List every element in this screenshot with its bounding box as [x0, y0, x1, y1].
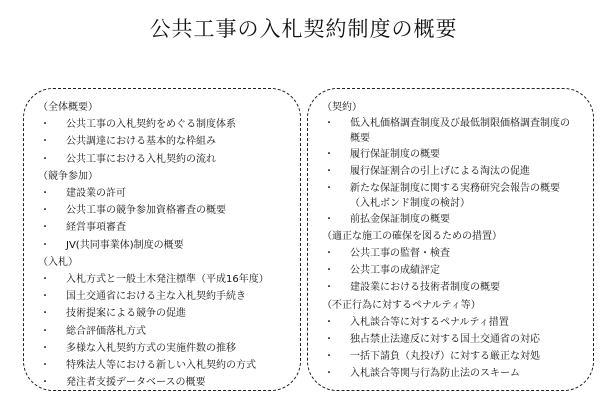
bullet-icon: ・ — [324, 213, 334, 225]
bullet-icon: ・ — [40, 239, 50, 251]
list-item: ・ 建設業における技術者制度の概要 — [322, 279, 593, 296]
list-item: ・ 建設業の許可 — [38, 185, 300, 202]
bullet-icon: ・ — [324, 265, 334, 277]
list-item: ・ 一括下請負（丸投げ）に対する厳正な対処 — [322, 348, 593, 365]
bullet-icon: ・ — [324, 282, 334, 294]
bullet-icon: ・ — [40, 119, 50, 131]
bullet-icon: ・ — [40, 222, 50, 234]
list-item: ・ 公共工事の成績評定 — [322, 262, 593, 279]
bullet-icon: ・ — [324, 166, 334, 178]
list-item: ・ JV(共同事業体)制度の概要 — [38, 237, 300, 254]
section-heading-competition: （競争参加） — [38, 170, 98, 182]
right-panel — [307, 88, 594, 391]
bullet-icon: ・ — [40, 325, 50, 337]
bullet-icon: ・ — [40, 342, 50, 354]
list-item: ・ 公共工事の競争参加資格審査の概要 — [38, 202, 300, 219]
bullet-icon: ・ — [324, 316, 334, 328]
bullet-icon: ・ — [40, 136, 50, 148]
bullet-icon: ・ — [324, 182, 334, 194]
bullet-icon: ・ — [40, 153, 50, 165]
list-item: ・ 特殊法人等における新しい入札契約の方式 — [38, 357, 300, 374]
bullet-icon: ・ — [324, 149, 334, 161]
bullet-icon: ・ — [324, 333, 334, 345]
list-item: ・ 発注者支援データベースの概要 — [38, 374, 300, 391]
list-item: ・ 独占禁止法違反に対する国土交通省の対応 — [322, 331, 593, 348]
list-item: ・ 低入札価格調査制度及び最低制限価格調査制度の概要 — [324, 118, 570, 145]
list-item: ・ 入札談合等関与行為防止法のスキーム — [322, 365, 593, 382]
section-heading-overview: （全体概要） — [38, 102, 98, 113]
list-item: ・ 公共調達における基本的な枠組み — [38, 133, 300, 150]
list-item: ・ 国土交通省における主な入札契約手続き — [38, 288, 300, 305]
left-panel — [23, 88, 301, 391]
bullet-icon: ・ — [40, 291, 50, 303]
section-heading-bidding: （入札） — [38, 256, 78, 268]
list-item: ・ 入札談合等に対するペナルティ措置 — [322, 314, 593, 331]
list-item: ・ 技術提案による競争の促進 — [38, 305, 300, 322]
bullet-icon: ・ — [40, 205, 50, 217]
bullet-icon: ・ — [40, 273, 50, 285]
list-item: ・ 新たな保証制度に関する実務研究会報告の概要 （入札ボンド制度の検討） — [324, 182, 570, 209]
bullet-icon: ・ — [324, 118, 334, 130]
section-heading-construction-quality: （適正な施工の確保を図るための措置） — [322, 230, 502, 242]
list-item: ・ 公共工事の監督・検査 — [322, 245, 593, 262]
bullet-icon: ・ — [324, 368, 334, 380]
list-item: ・ 公共工事の入札契約をめぐる制度体系 — [38, 116, 300, 133]
bullet-icon: ・ — [40, 377, 50, 389]
list-item: ・ 経営事項審査 — [38, 219, 300, 236]
page-title: 公共工事の入札契約制度の概要 — [149, 17, 458, 41]
list-item: ・ 履行保証制度の概要 — [322, 146, 593, 163]
bullet-icon: ・ — [40, 308, 50, 320]
bullet-icon: ・ — [324, 351, 334, 363]
bullet-icon: ・ — [40, 360, 50, 371]
list-item: ・ 公共工事における入札契約の流れ — [38, 151, 300, 168]
list-item: ・ 入札方式と一般土木発注標準（平成16年度） — [38, 271, 300, 288]
bullet-icon: ・ — [324, 247, 334, 259]
list-item: ・ 総合評価落札方式 — [38, 323, 300, 340]
list-item: ・ 履行保証割合の引上げによる淘汰の促進 — [322, 163, 593, 180]
section-heading-penalties: （不正行為に対するペナルティ等） — [322, 299, 481, 311]
list-item: ・ 前払金保証制度の概要 — [322, 211, 593, 228]
section-heading-contract: （契約） — [322, 102, 362, 113]
bullet-icon: ・ — [40, 187, 50, 199]
list-item: ・ 多様な入札契約方式の実施件数の推移 — [38, 340, 300, 357]
